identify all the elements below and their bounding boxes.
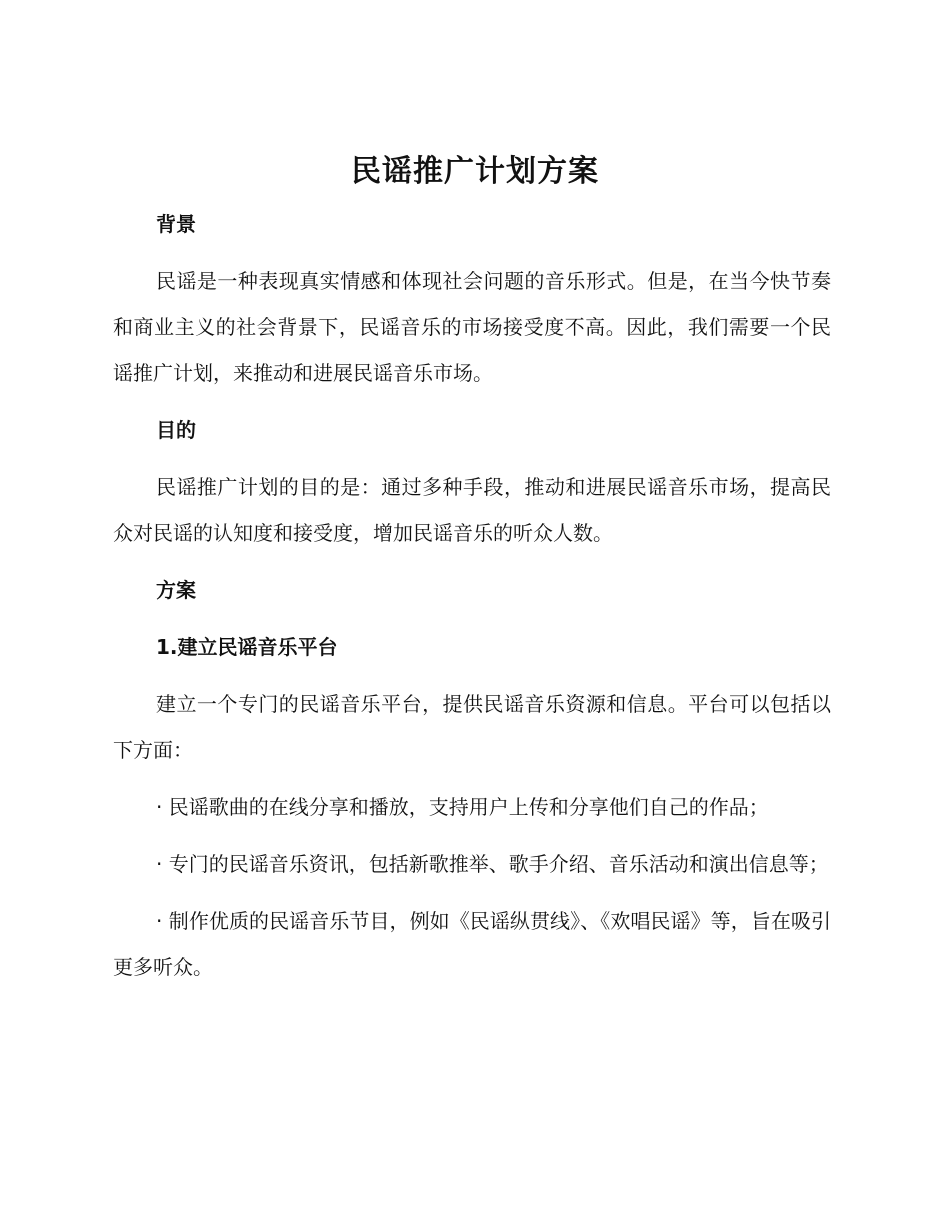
bullet-item: · 制作优质的民谣音乐节目，例如《民谣纵贯线》、《欢唱民谣》等，旨在吸引更多听众。: [113, 909, 831, 979]
spacer: [113, 670, 831, 681]
background-paragraph: 民谣是一种表现真实情感和体现社会问题的音乐形式。但是，在当今快节奏和商业主义的社会背景下，民谣音乐的市场接受度不高。因此，我们需要一个民谣推广计划，来推动和进展民谣音乐市场。: [113, 269, 831, 385]
spacer: [113, 453, 831, 464]
document-body: [113, 201, 831, 990]
plan-paragraph-1: 建立一个专门的民谣音乐平台，提供民谣音乐资源和信息。平台可以包括以下方面：: [113, 692, 831, 762]
purpose-paragraph: 民谣推广计划的目的是：通过多种手段，推动和进展民谣音乐市场，提高民众对民谣的认知度和接受度，增加民谣音乐的听众人数。: [113, 475, 831, 545]
purpose-heading: 目的: [156, 418, 196, 442]
bullet-item: · 民谣歌曲的在线分享和播放，支持用户上传和分享他们自己的作品；: [156, 795, 769, 819]
plan-heading: 方案: [156, 578, 196, 602]
background-heading: 背景: [156, 212, 196, 236]
spacer: [113, 773, 831, 784]
spacer: [113, 247, 831, 258]
spacer: [113, 887, 831, 898]
spacer: [113, 613, 831, 624]
spacer: [113, 830, 831, 841]
spacer: [113, 396, 831, 407]
document-title: 民谣推广计划方案: [351, 154, 599, 189]
spacer: [113, 556, 831, 567]
bullet-item: · 专门的民谣音乐资讯，包括新歌推举、歌手介绍、音乐活动和演出信息等；: [156, 852, 829, 876]
plan-subheading-1: 1.建立民谣音乐平台: [156, 635, 338, 659]
